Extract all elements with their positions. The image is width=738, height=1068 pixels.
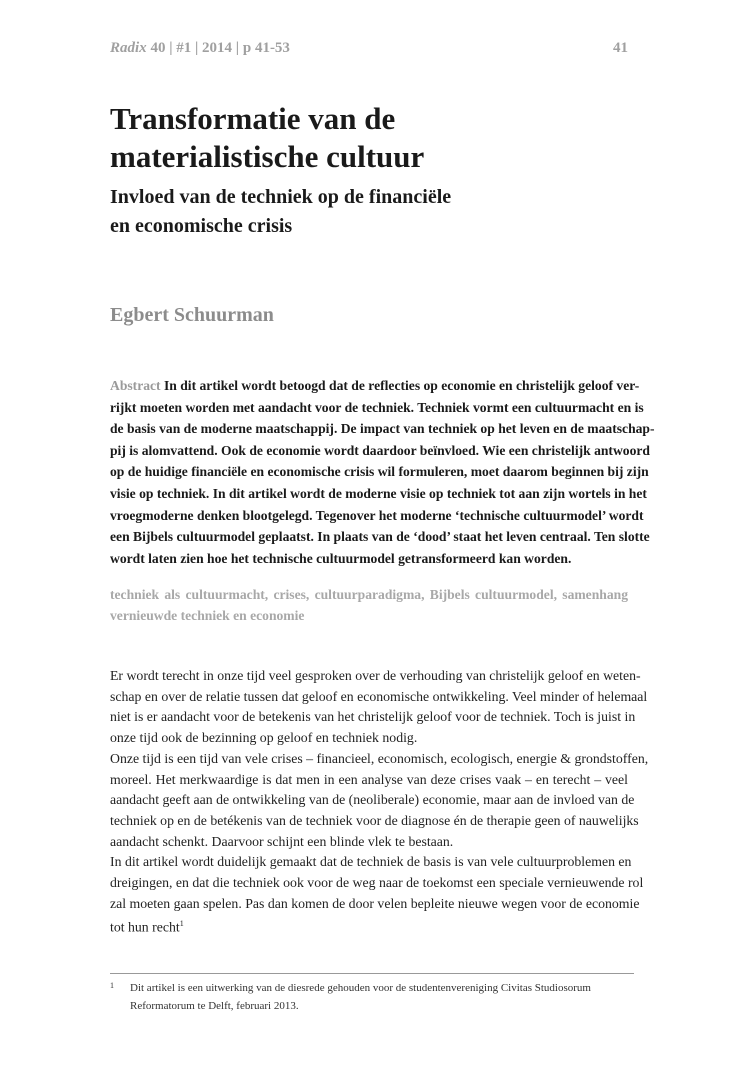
body-line: niet is er aandacht voor de betekenis van het christelijk geloof voor de techniek. Toch is juist in	[110, 709, 636, 725]
keyword-line: vernieuwde techniek en economie	[110, 608, 305, 623]
abstract-line-text: op de huidige financiële en economische crisis wil formuleren, moet daarom beginnen bij zijn	[110, 464, 649, 480]
abstract-line-text: wordt laten zien hoe het technische cultuurmodel getransformeerd kan worden.	[110, 550, 572, 566]
abstract-line	[110, 397, 644, 419]
body-line: Onze tijd is een tijd van vele crises – financieel, economisch, ecologisch, energie & grondstoffen,	[110, 750, 649, 766]
footnote-line: Reformatorum te Delft, februari 2013.	[130, 1000, 299, 1012]
body-line: zal moeten gaan spelen. Pas dan komen de door velen bepleite nieuwe wegen voor de economie	[110, 895, 640, 911]
body-line: dreigingen, en dat die techniek ook voor de weg naar de toekomst een speciale vernieuwende rol	[110, 875, 644, 891]
abstract-line	[110, 375, 640, 397]
abstract-line-text: visie op techniek. In dit artikel wordt de moderne visie op techniek tot aan zijn wortels in het	[110, 485, 647, 501]
body-line: aandacht schenkt. Daarvoor schijnt een blinde vlek te bestaan.	[110, 833, 454, 849]
page-number: 41	[613, 40, 628, 56]
subtitle-line: en economische crisis	[110, 215, 293, 237]
abstract-label: Abstract	[110, 378, 161, 393]
abstract-line	[110, 483, 647, 505]
footnote-mark: 1	[110, 981, 114, 990]
article-title	[110, 100, 424, 176]
abstract-line-text: een Bijbels cultuurmodel geplaatst. In plaats van de ‘dood’ staat het leven centraal. Ten slotte	[110, 529, 650, 545]
abstract-line	[110, 548, 628, 570]
abstract-line	[110, 418, 655, 440]
abstract-line	[110, 461, 649, 483]
body-text	[110, 666, 649, 939]
abstract-line-text: rijkt moeten worden met aandacht voor de techniek. Techniek vormt een cultuurmacht en is	[110, 399, 644, 415]
body-line: aandacht geeft aan de ontwikkeling van de (neoliberale) economie, maar aan de invloed van de	[110, 792, 635, 808]
footnote-reference: 1	[179, 919, 184, 929]
abstract	[110, 375, 655, 569]
keyword-line: techniek als cultuurmacht, crises, cultuurparadigma, Bijbels cultuurmodel, samenhang	[110, 587, 628, 602]
article-subtitle	[110, 183, 451, 241]
subtitle-line: Invloed van de techniek op de financiële	[110, 186, 452, 208]
title-line: materialistische cultuur	[110, 139, 425, 174]
title-line: Transformatie van de	[110, 101, 396, 136]
body-line: techniek op en de betékenis van de techniek voor de diagnose én de therapie geen of nauwelijks	[110, 812, 639, 828]
body-line: In dit artikel wordt duidelijk gemaakt dat de techniek de basis is van vele cultuurproblemen en	[110, 854, 632, 870]
body-line-text: tot hun recht	[110, 920, 180, 936]
footnote-line: Dit artikel is een uitwerking van de diesrede gehouden voor de studentenvereniging Civitas Studiosorum	[130, 982, 591, 994]
citation: 40 | #1 | 2014 | p 41-53	[150, 40, 290, 56]
abstract-line-text: pij is alomvattend. Ook de economie wordt daardoor beïnvloed. Wie een christelijk antwoord	[110, 442, 650, 458]
abstract-line	[110, 526, 650, 548]
body-line	[110, 914, 628, 938]
abstract-line-text: vroegmoderne denken blootgelegd. Tegenover het moderne ‘technische cultuurmodel’ wordt	[110, 507, 644, 523]
journal-name: Radix	[110, 40, 147, 56]
body-line: schap en over de relatie tussen dat geloof en economische ontwikkeling. Veel minder of helemaal	[110, 688, 648, 704]
abstract-line-text: In dit artikel wordt betoogd dat de reflecties op economie en christelijk geloof ver-	[164, 378, 640, 393]
body-line: Er wordt terecht in onze tijd veel gesproken over de verhouding van christelijk geloof en weten-	[110, 668, 641, 683]
body-line: moreel. Het merkwaardige is dat men in een analyse van deze crises vaak – en terecht – veel	[110, 771, 628, 787]
author: Egbert Schuurman	[110, 304, 274, 326]
abstract-line	[110, 505, 644, 527]
footnote	[110, 979, 634, 1015]
abstract-line-text: de basis van de moderne maatschappij. De impact van techniek op het leven en de maatschap-	[110, 421, 655, 437]
footnote-divider	[110, 973, 634, 974]
keywords	[110, 584, 628, 626]
running-header	[110, 40, 628, 57]
body-line: onze tijd ook de bezinning op geloof en techniek nodig.	[110, 730, 418, 746]
abstract-line	[110, 440, 650, 462]
